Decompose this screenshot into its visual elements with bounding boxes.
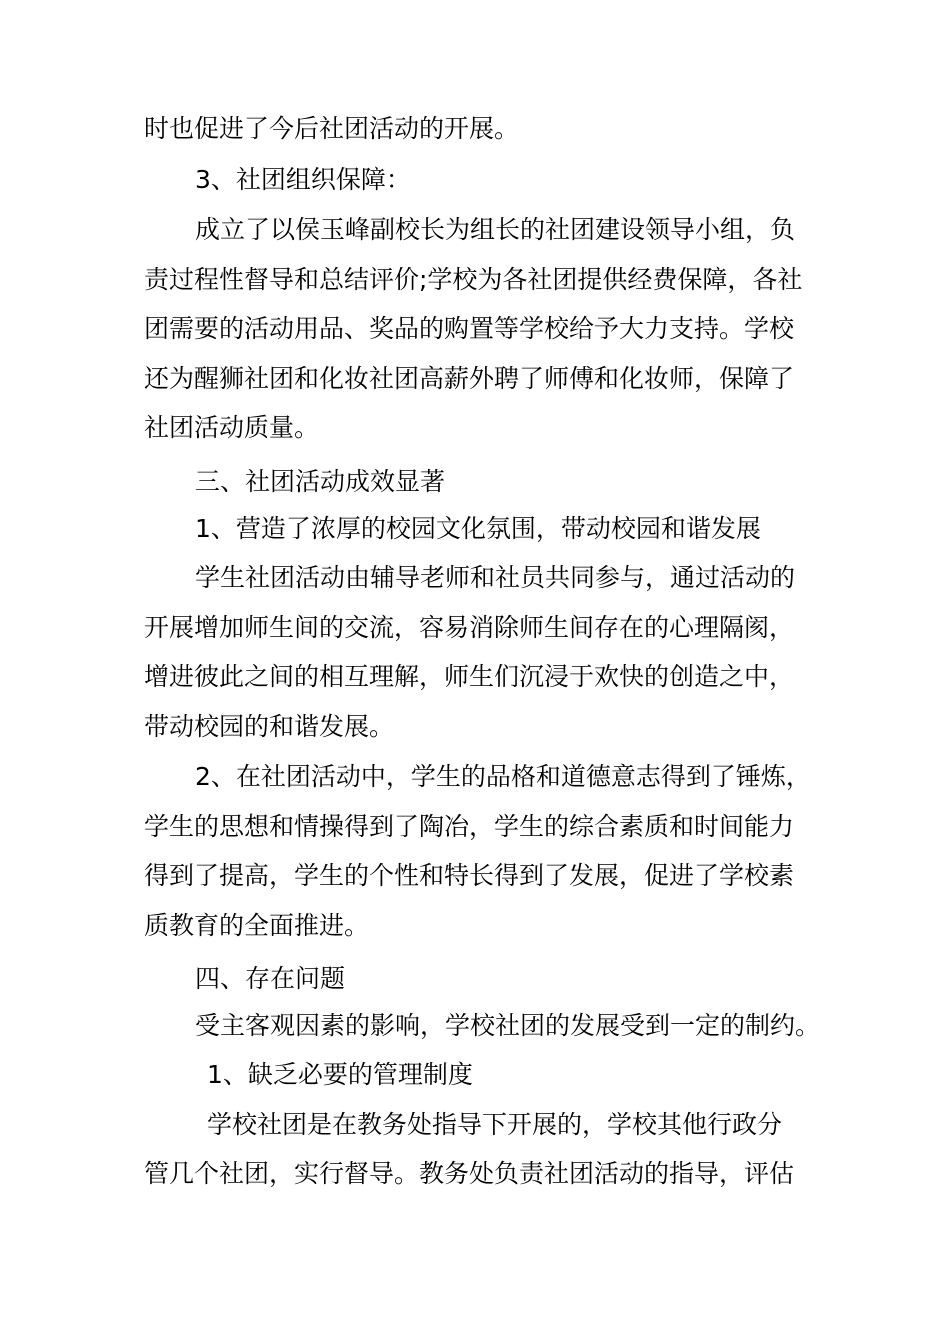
text-line: 开展增加师生间的交流，容易消除师生间存在的心理隔阂，	[144, 613, 795, 642]
subsection-heading: 1、缺乏必要的管理制度	[207, 1060, 473, 1089]
text-line: 管几个社团，实行督导。教务处负责社团活动的指导，评估	[144, 1159, 795, 1188]
text-line: 学校社团是在教务处指导下开展的，学校其他行政分	[207, 1110, 783, 1139]
text-line: 团需要的活动用品、奖品的购置等学校给予大力支持。学校	[144, 314, 795, 343]
text-line: 2、在社团活动中，学生的品格和道德意志得到了锤炼，	[195, 762, 811, 791]
section-heading: 3、社团组织保障：	[195, 165, 411, 194]
text-line: 质教育的全面推进。	[144, 911, 370, 940]
section-heading: 四、存在问题	[195, 964, 346, 993]
text-line: 成立了以侯玉峰副校长为组长的社团建设领导小组，负	[195, 215, 796, 244]
text-line: 得到了提高，学生的个性和特长得到了发展，促进了学校素	[144, 861, 795, 890]
text-line: 社团活动质量。	[144, 413, 320, 442]
subsection-heading: 1、营造了浓厚的校园文化氛围，带动校园和谐发展	[195, 514, 761, 543]
text-line: 增进彼此之间的相互理解，师生们沉浸于欢快的创造之中，	[144, 662, 795, 691]
text-line: 还为醒狮社团和化妆社团高薪外聘了师傅和化妆师，保障了	[144, 364, 795, 393]
text-line: 时也促进了今后社团活动的开展。	[144, 114, 520, 143]
section-heading: 三、社团活动成效显著	[195, 467, 446, 496]
text-line: 学生社团活动由辅导老师和社员共同参与，通过活动的	[195, 563, 796, 592]
text-line: 带动校园的和谐发展。	[144, 712, 395, 741]
text-line: 学生的思想和情操得到了陶冶，学生的综合素质和时间能力	[144, 812, 795, 841]
text-line: 受主客观因素的影响，学校社团的发展受到一定的制约。	[195, 1011, 821, 1040]
text-line: 责过程性督导和总结评价;学校为各社团提供经费保障，各社	[144, 265, 803, 294]
